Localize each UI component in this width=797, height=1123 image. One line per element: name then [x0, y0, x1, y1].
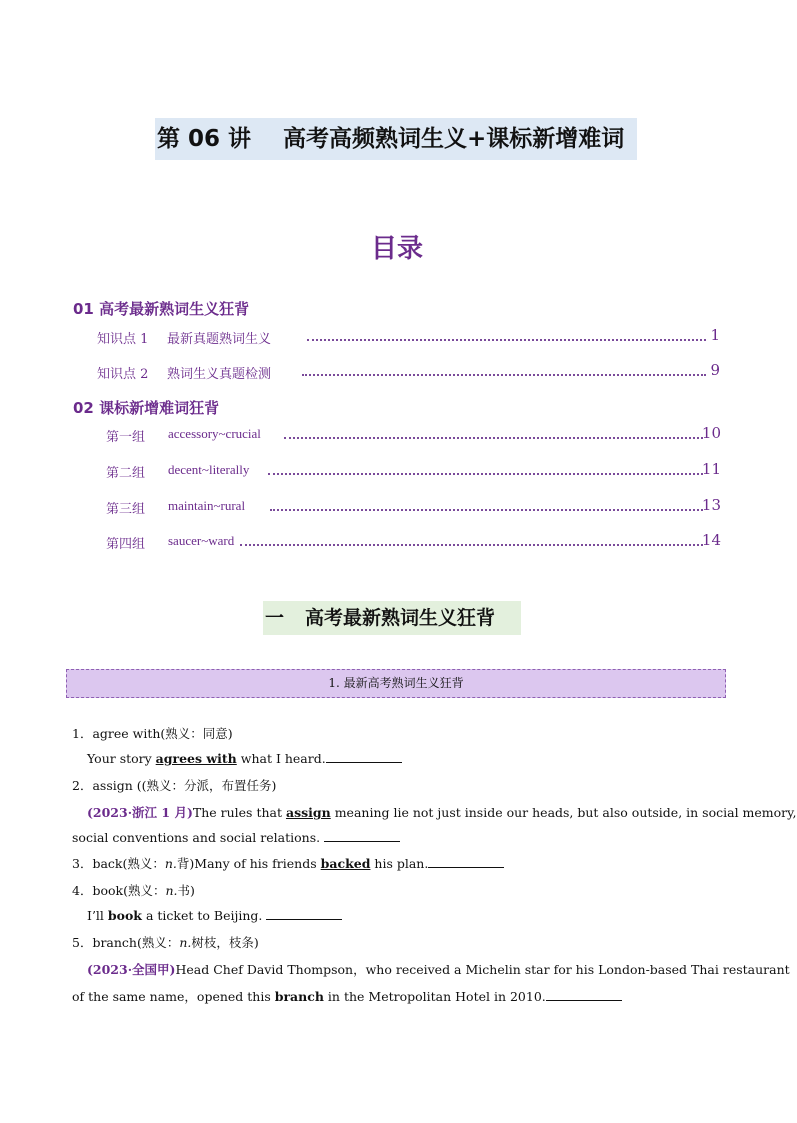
entry-1-sentence	[87, 750, 402, 766]
key-phrase: backed	[320, 856, 371, 871]
toc-item-text: maintain~rural	[168, 498, 246, 513]
toc-item[interactable]	[106, 462, 721, 482]
entry-2-sentence	[87, 803, 797, 821]
sentence-text: what I heard.	[236, 751, 326, 766]
toc-item-page: 1	[710, 326, 720, 344]
sentence-text: a ticket to Beijing.	[141, 908, 267, 923]
answer-blank[interactable]	[428, 855, 504, 868]
part-number: 一	[265, 607, 285, 629]
toc-item-label: 知识点 2	[97, 367, 149, 382]
sentence-text: Your story	[87, 751, 156, 766]
sentence-text: social conventions and social relations.	[72, 830, 325, 845]
entry-word: 书)	[177, 883, 195, 898]
toc-leader	[270, 509, 703, 511]
key-phrase: assign	[285, 805, 331, 820]
entry-2-sentence-cont	[72, 829, 400, 845]
entry-word: branch(熟义：	[92, 935, 180, 950]
entry-2-word	[72, 776, 276, 794]
sentence-text: his plan.	[370, 856, 429, 871]
toc-item[interactable]	[106, 533, 721, 553]
toc-item-label: 第四组	[106, 537, 146, 552]
sentence-text: Many of his friends	[194, 856, 321, 871]
lecture-number: 第 06 讲	[157, 126, 252, 152]
toc-item-label: 第二组	[106, 466, 146, 481]
sentence-text: in the Metropolitan Hotel in 2010.	[323, 989, 546, 1004]
toc-leader	[302, 374, 706, 376]
toc-item-text: saucer~ward	[168, 533, 235, 548]
toc-item-text: decent~literally	[168, 462, 250, 477]
part-title-text: 高考最新熟词生义狂背	[305, 607, 496, 629]
toc-item[interactable]	[106, 426, 721, 446]
entry-word: 背)	[176, 856, 195, 871]
toc-item-page: 10	[701, 424, 721, 442]
key-phrase: agrees with	[155, 751, 237, 766]
part-of-speech: n.	[165, 883, 178, 898]
toc-item-label: 第一组	[106, 430, 146, 445]
toc-leader	[240, 544, 703, 546]
toc-item-label: 第三组	[106, 502, 146, 517]
toc-item-text: accessory~crucial	[168, 426, 261, 441]
toc-item[interactable]	[97, 363, 720, 383]
part-of-speech: n.	[164, 856, 177, 871]
sentence-text: Head Chef David Thompson，who received a Michelin star for his London-based Thai restaurant	[175, 962, 790, 977]
entry-4-sentence	[87, 907, 342, 923]
entry-word: book(熟义：	[92, 883, 166, 898]
entry-number: 1．	[72, 726, 93, 741]
entry-4-word	[72, 881, 195, 899]
entry-word: 树枝，枝条)	[191, 935, 259, 950]
toc-item[interactable]	[106, 498, 721, 518]
entry-5-sentence-cont	[72, 987, 622, 1005]
entry-5-sentence	[87, 960, 790, 978]
answer-blank[interactable]	[324, 829, 400, 842]
answer-blank[interactable]	[546, 988, 622, 1001]
toc-section-2-title: 02 课标新增难词狂背	[73, 399, 220, 417]
toc-item-label: 知识点 1	[97, 332, 149, 347]
sentence-text: meaning lie not just inside our heads, but also outside, in social memory,	[330, 805, 797, 820]
toc-heading: 目录	[370, 234, 423, 264]
toc-item-text: 熟词生义真题检测	[167, 367, 272, 382]
entry-word: assign ((熟义：分派，布置任务)	[92, 778, 277, 793]
entry-number: 4．	[72, 883, 93, 898]
toc-item[interactable]	[97, 328, 720, 348]
entry-word: agree with(熟义：同意)	[92, 726, 233, 741]
toc-leader	[284, 437, 703, 439]
entry-number: 3．	[72, 856, 93, 871]
answer-blank[interactable]	[266, 907, 342, 920]
entry-number: 5．	[72, 935, 93, 950]
toc-leader	[307, 339, 706, 341]
part-title	[263, 601, 521, 635]
lecture-title	[155, 118, 637, 160]
lecture-topic: 高考高频熟词生义+课标新增难词	[283, 126, 625, 152]
toc-section-1-title: 01 高考最新熟词生义狂背	[73, 300, 250, 318]
answer-blank[interactable]	[326, 750, 402, 763]
section-box-title: 1. 最新高考熟词生义狂背	[66, 669, 726, 698]
toc-item-page: 13	[701, 496, 721, 514]
toc-item-text: 最新真题熟词生义	[167, 332, 272, 347]
key-phrase: book	[107, 908, 142, 923]
entry-5-word	[72, 933, 259, 951]
sentence-text: I’ll	[87, 908, 108, 923]
sentence-text: of the same name，opened this	[72, 989, 275, 1004]
entry-1-word	[72, 724, 233, 742]
toc-leader	[268, 473, 703, 475]
sentence-text: The rules that	[192, 805, 286, 820]
part-of-speech: n.	[179, 935, 192, 950]
toc-item-page: 11	[701, 460, 721, 478]
key-phrase: branch	[274, 989, 324, 1004]
toc-item-page: 9	[710, 361, 720, 379]
source-tag: (2023·浙江 1 月)	[87, 805, 193, 820]
source-tag: (2023·全国甲)	[87, 962, 176, 977]
entry-word: back(熟义：	[92, 856, 165, 871]
entry-3	[72, 854, 504, 872]
entry-number: 2．	[72, 778, 93, 793]
toc-item-page: 14	[701, 531, 721, 549]
